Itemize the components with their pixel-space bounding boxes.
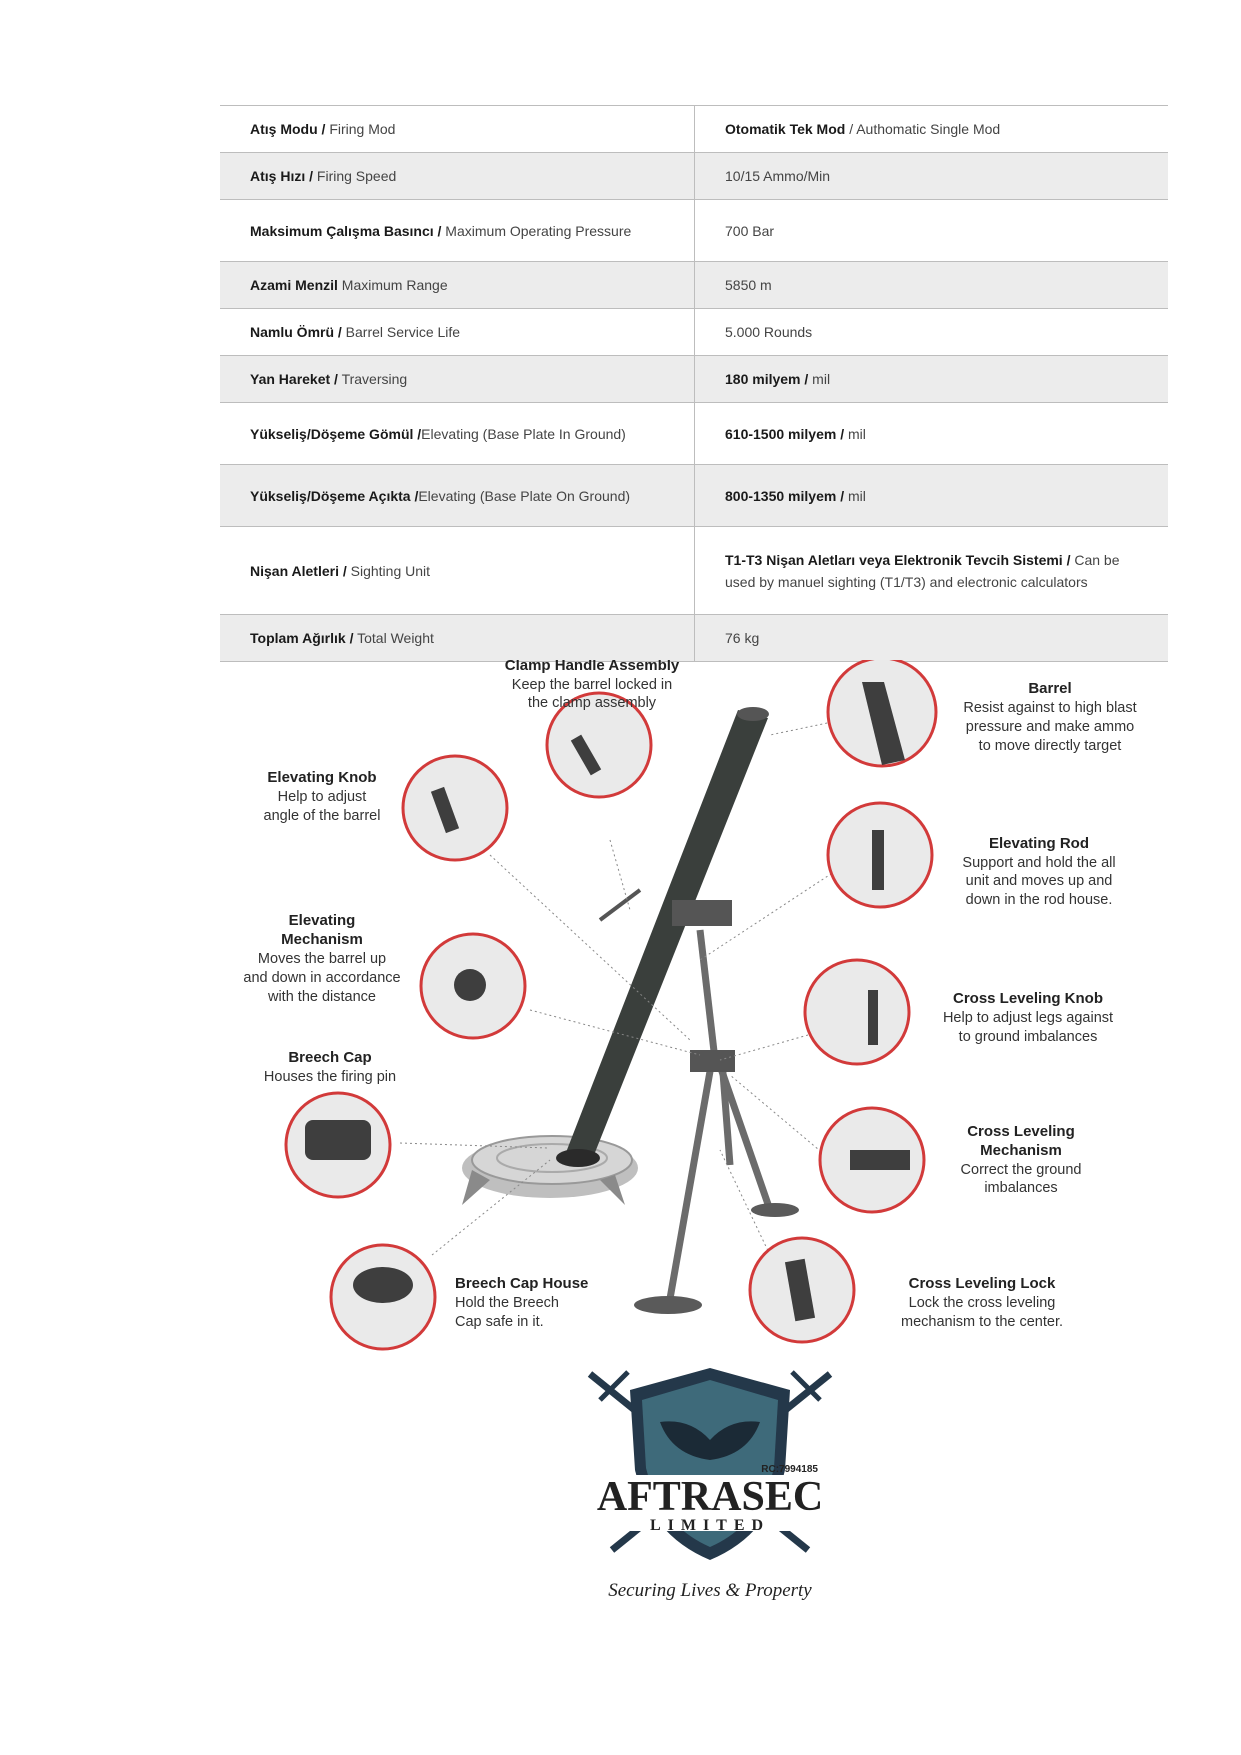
spec-value-en: / Authomatic Single Mod [845,121,1001,137]
spec-value-en: 5850 m [725,277,772,293]
spec-value-en: mil [844,425,866,442]
spec-label-en: Traversing [337,371,408,387]
spec-value [695,200,1169,262]
callout-breech-cap-house [455,1275,588,1330]
elevating-knob-desc-2: angle of the barrel [263,808,381,824]
spec-value [695,527,1169,615]
elevating-rod-desc-1: Support and hold the all [962,855,1116,871]
aftrasec-logo [580,1360,840,1610]
breech-cap-title: Breech Cap [288,1049,372,1066]
spec-value [695,309,1169,356]
spec-label-tr: Maksimum Çalışma Basıncı / [250,222,442,239]
spec-label-en: Barrel Service Life [341,324,461,340]
elevating-mechanism-desc-3: with the distance [267,989,377,1005]
breech-cap-house-desc-2: Cap safe in it. [455,1314,544,1330]
spec-row [220,262,1168,309]
spec-row [220,403,1168,465]
cross-leveling-mechanism-title-1: Cross Leveling [967,1123,1075,1140]
barrel-title: Barrel [1028,680,1072,697]
spec-label-tr: Yan Hareket / [250,371,338,387]
spec-value [695,106,1169,153]
spec-value-en: 10/15 Ammo/Min [725,168,831,184]
logo-name: AFTRASEC [596,1474,824,1520]
spec-value-en: 76 kg [725,630,760,646]
spec-label-en: Firing Mod [325,121,396,137]
bipod [668,930,770,1310]
cross-leveling-knob-desc-2: to ground imbalances [958,1029,1098,1045]
spec-row [220,356,1168,403]
elevating-mechanism-title-2: Mechanism [281,931,363,948]
spec-label-en: Firing Speed [313,168,397,184]
callout-elevating-rod [962,835,1115,908]
elevating-mechanism-desc-2: and down in accordance [243,970,401,986]
spec-value [695,262,1169,309]
spec-label-tr: Nişan Aletleri / [250,562,347,579]
elevating-knob-desc-1: Help to adjust [277,789,367,805]
spec-label-tr: Yükseliş/Döşeme Gömül / [250,425,422,442]
clamp-title: Clamp Handle Assembly [504,660,680,674]
callout-elevating-knob [264,769,381,824]
cross-leveling-knob-desc-1: Help to adjust legs against [942,1010,1114,1026]
clamp-desc-1: Keep the barrel locked in [511,677,673,693]
cross-leveling-knob-detail-circle [805,960,909,1064]
spec-label-tr: Atış Modu / [250,121,326,137]
callout-cross-leveling-mechanism [961,1123,1082,1196]
clamp-desc-2: the clamp assembly [527,695,657,711]
spec-value [695,403,1169,465]
detail-circles [286,660,936,1349]
callout-cross-leveling-knob [943,990,1113,1045]
spec-label [220,527,695,615]
spec-label-tr: Azami Menzil [250,277,338,293]
spec-row [220,615,1168,662]
spec-label-en: Elevating (Base Plate In Ground) [421,425,626,442]
spec-label-en: Sighting Unit [346,562,431,579]
spec-label-tr: Yükseliş/Döşeme Açıkta / [250,487,419,504]
elevating-knob-detail-circle [403,756,507,860]
spec-label [220,615,695,662]
breech-cap-house-title: Breech Cap House [455,1275,589,1292]
spec-label-tr: Toplam Ağırlık / [250,630,354,646]
spec-value-en: 700 Bar [725,222,775,239]
spec-label-en: Maximum Operating Pressure [441,222,632,239]
barrel-desc-1: Resist against to high blast [963,700,1137,716]
spec-row [220,200,1168,262]
spec-label [220,403,695,465]
callout-cross-leveling-lock [901,1275,1063,1330]
callout-breech-cap [264,1049,396,1085]
spec-row [220,465,1168,527]
callout-elevating-mechanism [243,912,400,1005]
spec-label [220,106,695,153]
spec-value-en: 5.000 Rounds [725,324,813,340]
spec-label-en: Maximum Range [337,277,448,293]
spec-row [220,153,1168,200]
callout-clamp [505,660,680,711]
spec-label-tr: Atış Hızı / [250,168,314,184]
spec-value-en: Can be used by manuel sighting (T1/T3) and electronic calculators [725,551,1120,590]
spec-value-tr: Otomatik Tek Mod [725,121,846,137]
elevating-knob-title: Elevating Knob [267,769,377,786]
elevating-rod-desc-2: unit and moves up and [965,873,1113,889]
breech-cap-house-desc-1: Hold the Breech [455,1295,559,1311]
spec-row [220,527,1168,615]
barrel-desc-3: to move directly target [978,738,1122,754]
spec-row [220,309,1168,356]
barrel-desc-2: pressure and make ammo [965,719,1135,735]
spec-value [695,465,1169,527]
cross-leveling-lock-title: Cross Leveling Lock [908,1275,1056,1292]
spec-label-en: Total Weight [353,630,434,646]
callout-barrel [963,680,1136,754]
elevating-rod-desc-3: down in the rod house. [965,892,1113,908]
spec-value [695,615,1169,662]
spec-table [220,105,1168,662]
spec-label-en: Elevating (Base Plate On Ground) [418,487,631,504]
spec-row [220,106,1168,153]
spec-value-tr: 610-1500 milyem / [725,425,845,442]
cross-leveling-knob-title: Cross Leveling Knob [952,990,1104,1007]
cross-leveling-mechanism-title-2: Mechanism [980,1142,1062,1159]
spec-value-en: mil [808,371,831,387]
mortar-diagram [0,660,1241,1380]
cross-leveling-lock-desc-1: Lock the cross leveling [908,1295,1056,1311]
spec-value [695,356,1169,403]
elevating-mechanism-desc-1: Moves the barrel up [257,951,387,967]
base-plate [462,1136,638,1205]
spec-label [220,153,695,200]
spec-label-tr: Namlu Ömrü / [250,324,342,340]
breech-cap-desc-1: Houses the firing pin [263,1069,397,1085]
spec-label [220,465,695,527]
cross-leveling-mechanism-desc-1: Correct the ground [960,1162,1082,1178]
spec-value-tr: 180 milyem / [725,371,809,387]
spec-value-tr: 800-1350 milyem / [725,487,845,504]
elevating-rod-title: Elevating Rod [988,835,1090,852]
spec-label [220,262,695,309]
spec-label [220,309,695,356]
spec-label [220,200,695,262]
logo-rc: RC:7994185 [761,1464,818,1475]
spec-value-tr: T1-T3 Nişan Aletları veya Elektronik Tevcih Sistemi / [725,551,1071,568]
elevating-mechanism-title-1: Elevating [288,912,356,929]
cross-leveling-mechanism-desc-2: imbalances [984,1180,1058,1196]
logo-sub: LIMITED [649,1517,771,1534]
spec-value-en: mil [844,487,866,504]
logo-tagline: Securing Lives & Property [608,1580,812,1601]
cross-leveling-lock-desc-2: mechanism to the center. [901,1314,1063,1330]
spec-value [695,153,1169,200]
spec-label [220,356,695,403]
